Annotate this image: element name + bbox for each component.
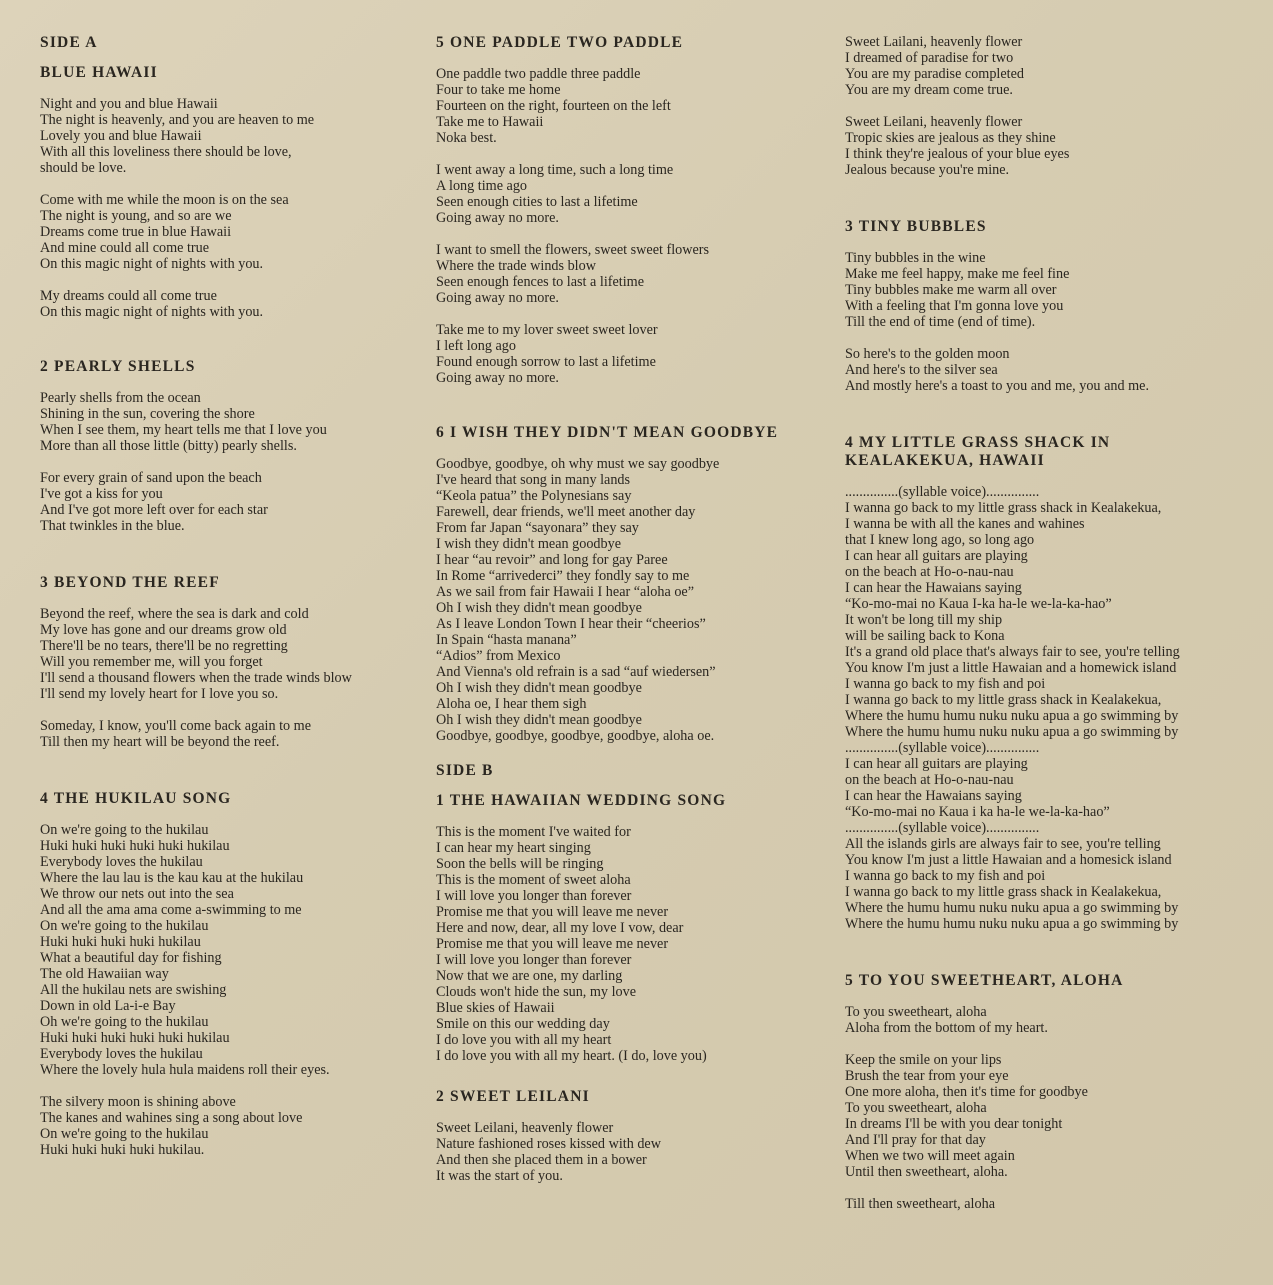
lyric-line: Clouds won't hide the sun, my love bbox=[436, 984, 636, 1000]
lyric-line: Down in old La-i-e Bay bbox=[40, 998, 176, 1014]
stanza bbox=[436, 322, 836, 386]
lyric-line: I'll send a thousand flowers when the trade winds blow bbox=[40, 670, 352, 686]
lyric-line: Huki huki huki huki hukilau. bbox=[40, 1142, 205, 1158]
lyric-line: Farewell, dear friends, we'll meet another day bbox=[436, 504, 696, 520]
lyric-line: Lovely you and blue Hawaii bbox=[40, 128, 202, 144]
lyric-line: With all this loveliness there should be love, bbox=[40, 144, 292, 160]
lyric-line: Blue skies of Hawaii bbox=[436, 1000, 555, 1016]
song-title: 3 BEYOND THE REEF bbox=[40, 574, 220, 591]
stanza bbox=[845, 250, 1255, 330]
lyric-line: What a beautiful day for fishing bbox=[40, 950, 222, 966]
lyrics-column-3 bbox=[845, 34, 1255, 1228]
side-heading: SIDE B bbox=[436, 762, 494, 779]
lyric-line: Seen enough cities to last a lifetime bbox=[436, 194, 638, 210]
lyric-line: There'll be no tears, there'll be no regretting bbox=[40, 638, 288, 654]
lyric-line: Where the lovely hula hula maidens roll their eyes. bbox=[40, 1062, 330, 1078]
lyric-line: Nature fashioned roses kissed with dew bbox=[436, 1136, 661, 1152]
song-title: 5 TO YOU SWEETHEART, ALOHA bbox=[845, 972, 1124, 989]
lyric-line: More than all those little (bitty) pearly shells. bbox=[40, 438, 297, 454]
lyric-line: Soon the bells will be ringing bbox=[436, 856, 604, 872]
lyric-line: I can hear all guitars are playing bbox=[845, 756, 1028, 772]
lyric-line: Until then sweetheart, aloha. bbox=[845, 1164, 1008, 1180]
lyrics-column-1 bbox=[40, 34, 420, 1174]
lyric-line: Sweet Lailani, heavenly flower bbox=[845, 34, 1023, 50]
side-heading: SIDE A bbox=[40, 34, 98, 51]
stanza bbox=[845, 1196, 1255, 1212]
lyric-line: Promise me that you will leave me never bbox=[436, 904, 669, 920]
lyric-line: Aloha from the bottom of my heart. bbox=[845, 1020, 1048, 1036]
stanza bbox=[40, 1094, 420, 1158]
lyric-line: Where the humu humu nuku nuku apua a go swimming by bbox=[845, 708, 1179, 724]
lyric-line: I've heard that song in many lands bbox=[436, 472, 631, 488]
lyric-line: Night and you and blue Hawaii bbox=[40, 96, 218, 112]
lyric-line: Aloha oe, I hear them sigh bbox=[436, 696, 587, 712]
lyric-line: Goodbye, goodbye, oh why must we say goodbye bbox=[436, 456, 720, 472]
stanza bbox=[845, 114, 1255, 178]
lyric-line: I wanna go back to my fish and poi bbox=[845, 868, 1046, 884]
stanza bbox=[40, 192, 420, 272]
lyric-line: Oh I wish they didn't mean goodbye bbox=[436, 600, 642, 616]
lyric-line: ...............(syllable voice)............... bbox=[845, 740, 1040, 756]
stanza bbox=[436, 162, 836, 226]
lyric-line: Oh we're going to the hukilau bbox=[40, 1014, 209, 1030]
song-title: 6 I WISH THEY DIDN'T MEAN GOODBYE bbox=[436, 424, 779, 441]
lyric-line: And I'll pray for that day bbox=[845, 1132, 986, 1148]
lyric-line: On we're going to the hukilau bbox=[40, 1126, 209, 1142]
lyric-line: You are my dream come true. bbox=[845, 82, 1013, 98]
stanza bbox=[845, 34, 1255, 98]
song-title: 5 ONE PADDLE TWO PADDLE bbox=[436, 34, 684, 51]
lyric-line: Sweet Leilani, heavenly flower bbox=[845, 114, 1023, 130]
lyric-line: It was the start of you. bbox=[436, 1168, 563, 1184]
lyrics-column-2 bbox=[436, 34, 836, 1200]
lyric-line: I'll send my lovely heart for I love you so. bbox=[40, 686, 279, 702]
lyric-line: When we two will meet again bbox=[845, 1148, 1015, 1164]
song-block bbox=[40, 34, 420, 320]
lyric-line: “Keola patua” the Polynesians say bbox=[436, 488, 632, 504]
lyric-line: You know I'm just a little Hawaian and a homesick island bbox=[845, 852, 1172, 868]
song-block bbox=[436, 762, 836, 1064]
lyric-line: Shining in the sun, covering the shore bbox=[40, 406, 255, 422]
lyric-line: When I see them, my heart tells me that I love you bbox=[40, 422, 327, 438]
lyric-line: Noka best. bbox=[436, 130, 497, 146]
lyric-line: Fourteen on the right, fourteen on the left bbox=[436, 98, 671, 114]
lyric-line: As I leave London Town I hear their “cheerios” bbox=[436, 616, 706, 632]
lyric-line: And mine could all come true bbox=[40, 240, 210, 256]
lyric-line: I wanna be with all the kanes and wahines bbox=[845, 516, 1085, 532]
lyric-line: I wanna go back to my little grass shack in Kealakekua, bbox=[845, 884, 1162, 900]
lyric-line: Four to take me home bbox=[436, 82, 561, 98]
lyric-line: Where the humu humu nuku nuku apua a go swimming by bbox=[845, 916, 1179, 932]
lyric-line: Take me to Hawaii bbox=[436, 114, 544, 130]
lyric-line: And Vienna's old refrain is a sad “auf wiedersen” bbox=[436, 664, 716, 680]
lyric-line: ...............(syllable voice)............... bbox=[845, 820, 1040, 836]
lyric-line: It won't be long till my ship bbox=[845, 612, 1003, 628]
song-block bbox=[845, 218, 1255, 394]
stanza bbox=[436, 66, 836, 146]
song-title: BLUE HAWAII bbox=[40, 64, 158, 81]
lyric-line: I want to smell the flowers, sweet sweet flowers bbox=[436, 242, 710, 258]
stanza bbox=[845, 1004, 1255, 1036]
lyric-line: should be love. bbox=[40, 160, 127, 176]
stanza bbox=[40, 718, 420, 750]
lyric-line: For every grain of sand upon the beach bbox=[40, 470, 262, 486]
lyric-line: Going away no more. bbox=[436, 370, 559, 386]
lyric-line: Smile on this our wedding day bbox=[436, 1016, 610, 1032]
lyric-line: A long time ago bbox=[436, 178, 528, 194]
lyric-line: This is the moment I've waited for bbox=[436, 824, 631, 840]
lyric-line: Take me to my lover sweet sweet lover bbox=[436, 322, 658, 338]
lyric-line: My love has gone and our dreams grow old bbox=[40, 622, 287, 638]
lyric-line: Where the trade winds blow bbox=[436, 258, 596, 274]
stanza bbox=[40, 288, 420, 320]
stanza bbox=[40, 606, 420, 702]
lyric-line: Everybody loves the hukilau bbox=[40, 854, 203, 870]
lyric-line: To you sweetheart, aloha bbox=[845, 1004, 987, 1020]
song-block bbox=[845, 34, 1255, 178]
lyric-line: I went away a long time, such a long time bbox=[436, 162, 674, 178]
lyric-line: Sweet Leilani, heavenly flower bbox=[436, 1120, 614, 1136]
lyric-line: Here and now, dear, all my love I vow, dear bbox=[436, 920, 684, 936]
song-title: 2 SWEET LEILANI bbox=[436, 1088, 590, 1105]
stanza bbox=[40, 390, 420, 454]
lyric-line: And all the ama ama come a-swimming to me bbox=[40, 902, 302, 918]
lyric-line: Promise me that you will leave me never bbox=[436, 936, 669, 952]
stanza bbox=[436, 824, 836, 1064]
lyric-line: Come with me while the moon is on the sea bbox=[40, 192, 289, 208]
song-block bbox=[845, 434, 1255, 932]
lyric-line: And here's to the silver sea bbox=[845, 362, 998, 378]
lyric-line: I dreamed of paradise for two bbox=[845, 50, 1014, 66]
lyric-line: With a feeling that I'm gonna love you bbox=[845, 298, 1064, 314]
stanza bbox=[40, 470, 420, 534]
lyric-line: In dreams I'll be with you dear tonight bbox=[845, 1116, 1063, 1132]
lyric-line: ...............(syllable voice)............... bbox=[845, 484, 1040, 500]
lyric-line: I do love you with all my heart bbox=[436, 1032, 612, 1048]
lyric-line: Till then my heart will be beyond the reef. bbox=[40, 734, 280, 750]
song-block bbox=[436, 424, 836, 744]
lyric-line: Where the lau lau is the kau kau at the hukilau bbox=[40, 870, 304, 886]
lyric-line: As we sail from fair Hawaii I hear “aloha oe” bbox=[436, 584, 695, 600]
lyric-line: So here's to the golden moon bbox=[845, 346, 1010, 362]
lyric-line: All the hukilau nets are swishing bbox=[40, 982, 227, 998]
lyric-line: Where the humu humu nuku nuku apua a go swimming by bbox=[845, 900, 1179, 916]
stanza bbox=[845, 484, 1255, 932]
lyric-line: I've got a kiss for you bbox=[40, 486, 163, 502]
lyric-line: I think they're jealous of your blue eyes bbox=[845, 146, 1070, 162]
song-title: 1 THE HAWAIIAN WEDDING SONG bbox=[436, 792, 727, 809]
lyric-line: I wanna go back to my little grass shack in Kealakekua, bbox=[845, 692, 1162, 708]
lyric-line: In Spain “hasta manana” bbox=[436, 632, 577, 648]
lyric-line: will be sailing back to Kona bbox=[845, 628, 1005, 644]
song-block bbox=[40, 790, 420, 1158]
stanza bbox=[40, 96, 420, 176]
lyric-line: on the beach at Ho-o-nau-nau bbox=[845, 564, 1014, 580]
lyric-line: The night is heavenly, and you are heaven to me bbox=[40, 112, 315, 128]
lyric-line: On this magic night of nights with you. bbox=[40, 304, 264, 320]
lyric-line: Where the humu humu nuku nuku apua a go swimming by bbox=[845, 724, 1179, 740]
lyric-line: You know I'm just a little Hawaian and a homewick island bbox=[845, 660, 1177, 676]
lyric-line: I wanna go back to my fish and poi bbox=[845, 676, 1046, 692]
song-block bbox=[40, 358, 420, 534]
lyric-line: The silvery moon is shining above bbox=[40, 1094, 236, 1110]
lyric-line: Everybody loves the hukilau bbox=[40, 1046, 203, 1062]
lyric-line: That twinkles in the blue. bbox=[40, 518, 185, 534]
lyric-line: Goodbye, goodbye, goodbye, goodbye, aloha oe. bbox=[436, 728, 715, 744]
lyric-line: Oh I wish they didn't mean goodbye bbox=[436, 680, 642, 696]
song-block bbox=[40, 574, 420, 750]
lyric-line: Till the end of time (end of time). bbox=[845, 314, 1036, 330]
lyric-line: Tiny bubbles make me warm all over bbox=[845, 282, 1057, 298]
lyric-line: And mostly here's a toast to you and me, you and me. bbox=[845, 378, 1149, 394]
lyric-line: I can hear the Hawaians saying bbox=[845, 580, 1022, 596]
lyric-line: One more aloha, then it's time for goodbye bbox=[845, 1084, 1088, 1100]
lyric-line: I can hear the Hawaians saying bbox=[845, 788, 1022, 804]
song-title: 4 MY LITTLE GRASS SHACK IN KEALAKEKUA, HAWAII bbox=[845, 434, 1111, 469]
lyric-line: The old Hawaiian way bbox=[40, 966, 169, 982]
lyric-line: I hear “au revoir” and long for gay Paree bbox=[436, 552, 668, 568]
lyric-line: The night is young, and so are we bbox=[40, 208, 232, 224]
stanza bbox=[845, 1052, 1255, 1180]
song-block bbox=[436, 34, 836, 386]
lyric-line: In Rome “arrivederci” they fondly say to me bbox=[436, 568, 690, 584]
lyric-line: Huki huki huki huki huki hukilau bbox=[40, 1030, 230, 1046]
lyric-line: All the islands girls are always fair to see, you're telling bbox=[845, 836, 1161, 852]
lyric-line: You are my paradise completed bbox=[845, 66, 1025, 82]
lyric-line: Dreams come true in blue Hawaii bbox=[40, 224, 232, 240]
lyric-line: And I've got more left over for each star bbox=[40, 502, 268, 518]
song-title: 2 PEARLY SHELLS bbox=[40, 358, 196, 375]
lyric-line: Huki huki huki huki huki hukilau bbox=[40, 838, 230, 854]
lyric-line: It's a grand old place that's always fair to see, you're telling bbox=[845, 644, 1180, 660]
stanza bbox=[40, 822, 420, 1078]
lyric-line: Found enough sorrow to last a lifetime bbox=[436, 354, 656, 370]
lyric-line: And then she placed them in a bower bbox=[436, 1152, 647, 1168]
lyric-line: Beyond the reef, where the sea is dark and cold bbox=[40, 606, 309, 622]
lyric-line: From far Japan “sayonara” they say bbox=[436, 520, 639, 536]
lyric-line: that I knew long ago, so long ago bbox=[845, 532, 1035, 548]
lyric-line: To you sweetheart, aloha bbox=[845, 1100, 987, 1116]
lyric-line: We throw our nets out into the sea bbox=[40, 886, 234, 902]
lyric-line: I wanna go back to my little grass shack in Kealakekua, bbox=[845, 500, 1162, 516]
lyric-line: I can hear my heart singing bbox=[436, 840, 591, 856]
song-block bbox=[436, 1088, 836, 1184]
lyric-line: on the beach at Ho-o-nau-nau bbox=[845, 772, 1014, 788]
lyric-line: This is the moment of sweet aloha bbox=[436, 872, 631, 888]
lyric-line: I will love you longer than forever bbox=[436, 952, 632, 968]
lyric-line: Keep the smile on your lips bbox=[845, 1052, 1002, 1068]
lyric-line: Tropic skies are jealous as they shine bbox=[845, 130, 1056, 146]
lyric-line: Seen enough fences to last a lifetime bbox=[436, 274, 645, 290]
lyric-line: Now that we are one, my darling bbox=[436, 968, 623, 984]
stanza bbox=[436, 242, 836, 306]
song-title: 3 TINY BUBBLES bbox=[845, 218, 987, 235]
lyric-line: Oh I wish they didn't mean goodbye bbox=[436, 712, 642, 728]
lyric-line: I can hear all guitars are playing bbox=[845, 548, 1028, 564]
lyric-line: Till then sweetheart, aloha bbox=[845, 1196, 995, 1212]
lyric-line: Will you remember me, will you forget bbox=[40, 654, 263, 670]
lyric-line: On we're going to the hukilau bbox=[40, 822, 209, 838]
lyric-line: Make me feel happy, make me feel fine bbox=[845, 266, 1070, 282]
lyric-line: Someday, I know, you'll come back again to me bbox=[40, 718, 311, 734]
stanza bbox=[436, 1120, 836, 1184]
lyric-line: Tiny bubbles in the wine bbox=[845, 250, 986, 266]
song-block bbox=[845, 972, 1255, 1212]
lyric-line: “Adios” from Mexico bbox=[436, 648, 561, 664]
lyric-line: “Ko-mo-mai no Kaua I-ka ha-le we-la-ka-hao” bbox=[845, 596, 1112, 612]
lyric-line: One paddle two paddle three paddle bbox=[436, 66, 641, 82]
stanza bbox=[436, 456, 836, 744]
lyric-line: The kanes and wahines sing a song about love bbox=[40, 1110, 303, 1126]
lyric-line: Brush the tear from your eye bbox=[845, 1068, 1009, 1084]
song-title: 4 THE HUKILAU SONG bbox=[40, 790, 232, 807]
lyric-line: Jealous because you're mine. bbox=[845, 162, 1010, 178]
lyric-line: Going away no more. bbox=[436, 290, 559, 306]
lyric-line: “Ko-mo-mai no Kaua i ka ha-le we-la-ka-hao” bbox=[845, 804, 1110, 820]
lyric-line: I left long ago bbox=[436, 338, 516, 354]
lyric-line: On we're going to the hukilau bbox=[40, 918, 209, 934]
lyric-line: My dreams could all come true bbox=[40, 288, 217, 304]
lyric-line: I will love you longer than forever bbox=[436, 888, 632, 904]
lyric-line: Huki huki huki huki hukilau bbox=[40, 934, 201, 950]
lyric-line: Pearly shells from the ocean bbox=[40, 390, 201, 406]
lyric-line: On this magic night of nights with you. bbox=[40, 256, 264, 272]
stanza bbox=[845, 346, 1255, 394]
lyric-line: Going away no more. bbox=[436, 210, 559, 226]
lyric-line: I wish they didn't mean goodbye bbox=[436, 536, 621, 552]
lyric-line: I do love you with all my heart. (I do, love you) bbox=[436, 1048, 707, 1064]
